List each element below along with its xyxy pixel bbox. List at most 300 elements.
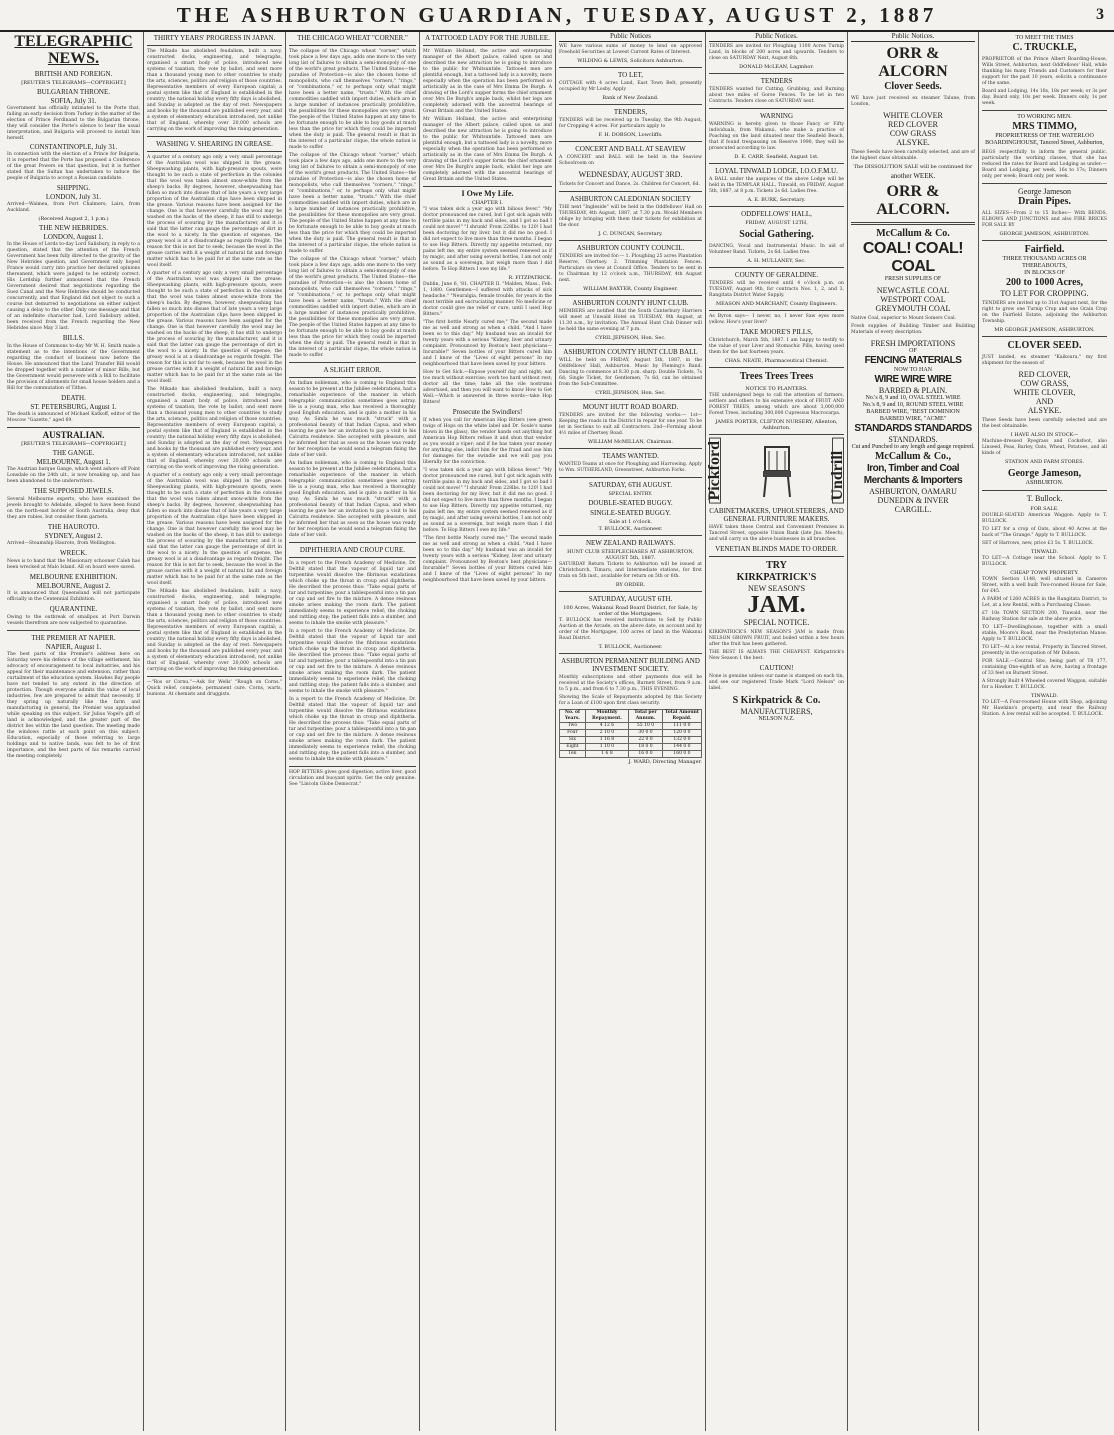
notice-signature: CYRIL JEPHSON, Hon. Sec. bbox=[595, 335, 666, 341]
notice-text: TENDERS are invited for the following works:— 1st—Keeping the roads in the District in repair for one year. To be let in Sections to suit all Contractors. 2nd—Forming about 4½ miles of Chertsey Road. bbox=[559, 413, 702, 436]
story-text: In connection with the election of a Prince for Bulgaria, it is reported that the Porte has proposed a Conference of the great Powers on that question, but it is further stated that the Sultan has undertaken to induce the people of Bulgaria to accept a Russian candidate. bbox=[7, 151, 140, 181]
notice-heading: ASHBURTON CALEDONIAN SOCIETY bbox=[569, 195, 692, 203]
dateline: SOFIA, July 31. bbox=[50, 96, 97, 105]
notice-text: COTTAGE with 4 acres Land, East Town Belt, presently occupied by Mr Losby. Apply bbox=[559, 81, 702, 92]
telegraphic-news-heading: TELEGRAPHIC NEWS. bbox=[14, 33, 133, 67]
notice-signature: A. E. BURK, Secretary. bbox=[747, 197, 806, 203]
location-label: DUNEDIN & INVER bbox=[877, 496, 949, 505]
notice-text: Monthly subscriptions and other payments due will be received at the Society's offices, Burnett Street, from 9 a.m. to 5 p.m., and from 6 to 7.30 p.m., THIS EVENING. bbox=[559, 675, 702, 692]
to-meet-the-times: TO MEET THE TIMES bbox=[1015, 35, 1074, 41]
kirkpatrick-name: KIRKPATRICK'S bbox=[736, 571, 817, 583]
story-text: Mr William Holland, the active and enterprising manager of the Albert palace, called upon us and described the new attraction he is going to introduce to the public for Whitsuntide. Tattooed men are plentiful enough, but a tattooed lady is a novelty, more especially when the operation has been performed so artistically as in the case of Mrs Emma De Burgh. A drawing of the Lord's supper forms the chief ornament over Mrs De Burgh's ample back, whilst her legs are completely adorned with the ancestral bearings of Great Britain and the United States. bbox=[423, 117, 552, 182]
truckle-name: C. TRUCKLE, bbox=[1012, 42, 1077, 53]
notice-text: WE have just received ex steamer Talune, from London, bbox=[851, 96, 975, 107]
table-header-cell: No. of Years. bbox=[560, 710, 586, 723]
notice-heading: NEW ZEALAND RAILWAYS. bbox=[585, 539, 676, 547]
notice-date: WEDNESDAY, AUGUST 3RD. bbox=[578, 170, 683, 179]
notice-heading: TENDERS, bbox=[613, 108, 648, 116]
australian-heading: AUSTRALIAN. bbox=[42, 429, 105, 440]
story-text: The collapse of the Chicago wheat "corner," which took place a few days ago, adds one more to the very long list of failures to obtain a semi-monopoly of one of the world's great products. The United States—the paradise of Protection—is also the chosen home of monopolists, who call themselves "corners," "rings," or "combinations," or, to perhaps only what might have been a better name, "trusts." With the chief commodities saddled with import duties, which are in a large number of instances practically prohibitive, the possibilities for these monopolies are very great. The people of the United States happen at any time to be fortunate enough to be able to buy goods at much less than the price for which they could be imported when the duty is paid. The general result is that in the interest of a particular clique, the whole nation is made to suffer. bbox=[289, 153, 416, 254]
notice-text: PROPRIETOR of the Prince Albert Boarding-House, Wills Street, Ashburton, next Oddfellows' Hall, while thanking his many Friends and Customers for their support for the past 10 years, solicits a continuance of the same. bbox=[982, 57, 1107, 86]
advert-extract: HOP BITTERS gives good digestion, active liver, good circulation and buoyant spirits. Get the only genuine. See "Lincoln Globe Democrat." bbox=[289, 770, 416, 787]
notice-text: HAVE taken those Central and Convenient Premises in Tancred Street, opposite Union Bank (late Jno. Meech), and will carry on the above businesses in all branches. bbox=[709, 524, 844, 542]
drain-pipes-title: Drain Pipes. bbox=[1018, 196, 1071, 207]
notice-text: TO LET—At a low rental, Property in Tancred Street, presently in the occupation of Mr Dobson. bbox=[982, 645, 1107, 656]
notice-heading: ASHBURTON COUNTY COUNCIL. bbox=[576, 244, 685, 252]
now-to-hand-label: NOW TO HAN bbox=[893, 367, 932, 373]
column-tattooed-lady bbox=[420, 32, 556, 1431]
table-cell: 111 0 0 bbox=[662, 723, 701, 730]
notice-text: TOWN Section 1148, well situated in Cameron Street, with a well built Two-roomed House for Sale, for £45. bbox=[982, 577, 1107, 594]
jameson-signature: George Jameson, bbox=[1007, 468, 1082, 479]
notice-signature: T. BULLOCK, Auctioneer. bbox=[598, 526, 663, 532]
table-cell: 30 0 0 bbox=[629, 730, 663, 737]
story-heading: SHIPPING. bbox=[56, 183, 91, 192]
notice-heading: VENETIAN BLINDS MADE TO ORDER. bbox=[715, 544, 838, 553]
table-cell: 18 0 0 bbox=[629, 744, 663, 751]
notice-text: THE undersigned begs to call the attention of farmers, settlers and others to his extensive stock of FRUIT AND FOREST TREES, among which are about 3,000,000 Forest Trees, including 300,000 Cupressus Macrocarpa. bbox=[709, 393, 844, 416]
notice-text: Sale at 1 o'clock. bbox=[608, 519, 653, 525]
repayment-table bbox=[559, 709, 702, 758]
advert-extract: —"Ros or Cornu."—Ask for Wells' "Rough on Corns." Quick relief, complete, permanent cure. Corns, warts, bunions. At chemists and druggists. bbox=[147, 680, 282, 697]
notice-text: The DISSOLUTION SALE will be continued for bbox=[853, 164, 973, 170]
table-cell: 22 0 0 bbox=[629, 737, 663, 744]
seed-item: RED CLOVER bbox=[888, 120, 938, 129]
story-heading: WASHING V. SHEARING IN GREASE. bbox=[156, 140, 273, 148]
masthead-title: THE ASHBURTON GUARDIAN, TUESDAY, AUGUST 2, 1887 bbox=[176, 2, 938, 27]
wire-item: No.'s 8, 9 and 10, OVAL STEEL WIRE bbox=[865, 395, 961, 401]
jameson-name: George Jameson bbox=[1018, 187, 1071, 196]
notice-signature: GEORGE JAMESON, ASHBURTON. bbox=[999, 231, 1090, 237]
table-row bbox=[560, 744, 702, 751]
table-cell: Six bbox=[560, 737, 586, 744]
fairfield-acres: THREE THOUSAND ACRES OR THEREABOUTS, bbox=[1002, 256, 1087, 269]
notice-text: SATURDAY Return Tickets to Ashburton will be issued at Christchurch, Timaru, and Intermediate stations, for first train on 5th inst., available for return on 5th or 6th. bbox=[559, 562, 702, 579]
notice-text: A FARM of 1260 ACRES in the Rangitata District, to Let, at a low Rental, with a Purchasing Clause. bbox=[982, 597, 1107, 608]
story-heading: I Owe My Life. bbox=[461, 189, 514, 198]
story-text: The Mikado has abolished feudalism, built a navy, constructed docks, engineering, and telegraphs, organised a smart body of police, introduced new systems of taxation, the vote by ballot, and sent more than a thousand young men to other countries to study the arts, sciences, politics and religion of those countries. Representative members of every European capital; a postal system like that of England is established in the country; the national holiday every fifty days is abolished, and Sunday is adopted as the day of rest. Newspapers and books by the thousand are published every year, and a system of elementary education introduced, not unlike that of England, whereby over 20,000 schools are carrying on the work of improving the rising generation. bbox=[147, 589, 282, 672]
notice-subheading: HUNT CLUB STEEPLECHASES AT ASHBURTON, AUGUST 5th, 1887. bbox=[567, 549, 694, 561]
table-cell: 1 16 8 bbox=[585, 737, 628, 744]
notice-text: A Strongly Built 4 Wheeled covered Waggon, suitable for a Hawker. T. BULLOCK. bbox=[982, 679, 1107, 690]
clover-list bbox=[982, 370, 1107, 415]
story-text: An Indian nobleman, who is coming to England this season to be present at the Jubilee celebrations, had a remarkable experience of the manner in which telegraphic communication sometimes goes astray. He is a young man, who has received a thoroughly good English education, and is quite a mother in his way. As Simla he was much "struck" with a professional beauty of that Indian Capua, and when leaving he gave her an invitation to pay a visit to his Calcutta residence. She accepted with pleasure, and he informed her that as soon as the house was ready for her reception he would send a telegram fixing the date of her visit. bbox=[289, 461, 416, 538]
notice-signature: CHAS. NEATE, Pharmaceutical Chemist. bbox=[724, 358, 829, 364]
merchants-importers-title: Merchants & Importers bbox=[863, 475, 963, 486]
clover-seed-title: CLOVER SEED. bbox=[1007, 340, 1082, 351]
story-heading: Prosecute the Swindlers! bbox=[452, 408, 523, 416]
story-text: The death is announced of Michael Katkoff, editor of the Moscow "Gazette," aged 69. bbox=[7, 411, 140, 423]
table-cell: 160 0 0 bbox=[662, 751, 701, 758]
notice-text: WANTED Teams at once for Ploughing and Harrowing. Apply to Wm. SUTHERLAND, Greenstreet, Ashburton Forks. bbox=[559, 462, 702, 473]
notice-signature: WILLIAM McMILLAN, Chairman. bbox=[587, 439, 674, 445]
standards-text: Cut and Punched to any length and gauge required. bbox=[851, 444, 975, 450]
location-label: NELSON N.Z. bbox=[758, 715, 795, 722]
story-heading: BILLS. bbox=[62, 333, 85, 342]
standards-label: STANDARDS. bbox=[888, 435, 938, 444]
clover-item: ALSYKE. bbox=[1027, 406, 1062, 415]
table-cell: Four bbox=[560, 730, 586, 737]
notice-heading: WARNING bbox=[759, 112, 794, 120]
story-heading: DEATH. bbox=[61, 393, 86, 402]
column-public-notices-1 bbox=[556, 32, 706, 1431]
location-label: CARGILL. bbox=[894, 505, 932, 514]
fairfield-let: TO LET FOR CROPPING. bbox=[1000, 289, 1089, 298]
notice-date: FRIDAY, AUGUST 12TH, bbox=[745, 220, 808, 226]
story-heading: THE GANGE. bbox=[52, 449, 95, 458]
table-cell: 1 6 8 bbox=[585, 751, 628, 758]
story-heading: THIRTY YEARS' PROGRESS IN JAPAN. bbox=[153, 34, 276, 42]
kirkpatrick-ad bbox=[709, 560, 844, 627]
story-heading: THE SUPPOSED JEWELS. bbox=[33, 487, 114, 496]
column-telegraphic-news bbox=[4, 32, 144, 1431]
notice-text: Machine-dressed Ryegrass and Cocksfoot, also Linseed, Peas, Barley, Oats, Wheat, Potatoes, and all kinds of bbox=[982, 439, 1107, 456]
notice-signature: WILDING & LEWIS, Solicitors Ashburton. bbox=[577, 58, 684, 64]
notice-text: THE next "Ingleside" will be held in the Oddfellows' Hall on THURSDAY, 4th August, 1887, at 7.30 p.m. Would Members oblige by bringing with them their tickets for exhibition at the door. bbox=[559, 205, 702, 228]
table-cell: 1 10 0 bbox=[585, 744, 628, 751]
notice-signature: Bank of New Zealand. bbox=[602, 95, 659, 101]
table-row bbox=[560, 723, 702, 730]
notice-subheading: NOTICE TO PLANTERS. bbox=[745, 386, 808, 392]
story-heading: A TATTOOED LADY FOR THE JUBILEE. bbox=[425, 34, 550, 42]
column-truckle-jameson-bullock bbox=[979, 32, 1110, 1431]
notice-text: MEMBERS are notified that the South Canterbury Harriers will meet at Unwald Hotel on TUESDAY, 9th August, at 11.30 a.m., by invitation. The Annual Hunt Club Dinner will be held the same evening at 7 p.m. bbox=[559, 309, 702, 332]
coal-item: WESTPORT COAL bbox=[880, 295, 946, 304]
notice-text: TO LET—A Four-roomed House with Shop, adjoining Mr Hawkins's property, and near the Railway Station. A low rental will be accepted. T. BULLOCK. bbox=[982, 700, 1107, 717]
notice-signature: MEASON AND MARCHANT, County Engineers. bbox=[716, 301, 837, 307]
story-text: Arrived—Waimea, from Port Chalmers; Lairs, from Auckland. bbox=[7, 201, 140, 213]
coal-item: GREYMOUTH COAL bbox=[875, 304, 951, 313]
notice-subheading: SPECIAL ENTRY. bbox=[608, 491, 653, 497]
fairfield-blocks: IN BLOCKS OF bbox=[1024, 270, 1065, 276]
notice-text: TENDERS will be received up to Tuesday, the 9th August, for Cropping 4 acres. For particulars apply to bbox=[559, 118, 702, 129]
story-heading: THE PREMIER AT NAPIER. bbox=[31, 634, 116, 643]
jameson-location: ASHBURTON. bbox=[1025, 480, 1064, 486]
story-heading: QUARANTINE. bbox=[49, 605, 98, 614]
new-season-label: NEW SEASON'S bbox=[747, 583, 806, 593]
table-cell: 55 10 0 bbox=[629, 723, 663, 730]
notice-text: TENDERS are invited for Ploughing 1100 Acres Turnip Land, in blocks of 200 acres and upwards. Tenders to close on SATURDAY Next, August 6th. bbox=[709, 44, 844, 61]
notice-text: THE BEST IS ALWAYS THE CHEAPEST. Kirkpatrick's New Season 1 the best. bbox=[709, 649, 844, 661]
coal-list bbox=[851, 286, 975, 313]
column-chicago bbox=[286, 32, 420, 1431]
notice-heading: TENDERS bbox=[760, 77, 793, 85]
notice-text: Showing the Scale of Repayments adopted by this Society for a Loan of £100 upon first class security. bbox=[559, 695, 702, 706]
notice-heading: CONCERT AND BALL AT SEAVIEW bbox=[575, 145, 686, 153]
seed-item: WHITE CLOVER bbox=[883, 111, 943, 120]
copyright-note: [REUTER'S TELEGRAMS—COPYRIGHT.] bbox=[21, 79, 126, 86]
try-label: TRY bbox=[766, 559, 787, 571]
notice-signature: F. H. DOBSON, Lowcliffs. bbox=[598, 132, 663, 138]
fresh-supplies-label: FRESH SUPPLIES OF bbox=[884, 276, 942, 282]
fencing-materials-title: FENCING MATERIALS bbox=[864, 355, 962, 366]
table-row bbox=[560, 751, 702, 758]
notice-heading: FOR SALE. bbox=[1030, 506, 1059, 512]
column-heading: Public Notices. bbox=[851, 32, 975, 42]
notice-text: JUST landed, ex steamer "Kaikoura," my first shipment for the season of bbox=[982, 355, 1107, 366]
page-number: 3 bbox=[1096, 6, 1104, 23]
story-heading: THE HAUROTO. bbox=[47, 523, 100, 532]
story-text: The collapse of the Chicago wheat "corner," which took place a few days ago, adds one more to the very long list of failures to obtain a semi-monopoly of one of the world's great products. The United States—the paradise of Protection—is also the chosen home of monopolists, who call themselves "corners," "rings," or "combinations," or, to perhaps only what might have been a better name, "trusts." With the chief commodities saddled with import duties, which are in a large number of instances practically prohibitive, the possibilities for these monopolies are very great. The people of the United States happen at any time to be fortunate enough to be able to buy goods at much less than the price for which they could be imported when the duty is paid. The general result is that in the interest of a particular clique, the whole nation is made to suffer. bbox=[289, 257, 416, 358]
notice-text: TO LET—A Cottage near the School. Apply to T. BULLOCK. bbox=[982, 556, 1107, 567]
notice-text: None is genuine unless our name is stamped on each tin, and see our registered Trade Mark "Lord Nelson" on label. bbox=[709, 673, 844, 691]
fresh-importations-title: FRESH IMPORTATIONS bbox=[870, 339, 956, 348]
notice-heading: ASHBURTON COUNTY HUNT CLUB. bbox=[572, 299, 689, 307]
story-text: A quarter of a century ago only a very small percentage of the Australian wool was shipped in the grease. Sheepwashing plants, with high-pressure spouts, were thought to be such a state of perfection in the colonies that the wool was taken almost snow-white from the sheep's backs. By degrees, however, sheepwashing has fallen so much into disuse that of late years a very large proportion of the Australian clips have been shipped in the grease. Various reasons have been assigned for the change. One is that however carefully the wool may be washed on the backs of the sheep, it has still to undergo the process of scouring by the manufacturer, and it is said that the latter can gauge the percentage of dirt in the wool to a nicety. In the question of expense, the greasy wool is at a disadvantage as regards freight. The reason for this is not far to seek, because the wool in the grease carries with it a weight of natural fat and foreign matter which has to be paid for at the same rate as the wool itself. bbox=[147, 271, 282, 384]
chair-icon bbox=[724, 438, 829, 504]
story-text: The Austrian barque Gange, which went ashore off Point Lonsdale on the 24th ult., is now breaking up, and has been abandoned to the underwriters. bbox=[7, 467, 140, 485]
story-heading: THE NEW HEBRIDES. bbox=[39, 223, 108, 232]
notice-text: TO LET—Dwellinghouse, together with a small stable, Moore's Road, near the Presbyterian Manse. Apply to T. BULLOCK. bbox=[982, 625, 1107, 642]
mccallum-title: McCallum & Co. bbox=[876, 228, 950, 239]
story-text: In the House of Lords to-day Lord Salisbury, in reply to a question, stated that the attention of the French Government has been fully directed to the gravity of the New Hebrides question, and Government only hoped France would carry into practice her declared opinions thereanent, which were judged to be entirely correct. His Lordship further announced that the French Government desired that negotiations regarding the Suez Canal and the New Hebrides should be conducted concurrently, and that England did not object to such a course but demurred to negotiations on either subject causing a delay to the other. Only one message and that of an indefinite character had, Lord Salisbury added, been received from the French regarding the New Hebrides since May 3 last. bbox=[7, 241, 140, 331]
notice-heading: ASHBURTON PERMANENT BUILDING AND INVESTMENT SOCIETY. bbox=[561, 657, 700, 673]
clover-seeds-title: Clover Seeds. bbox=[884, 81, 942, 92]
story-text: Owing to the outbreak of smallpox at Port Darwin vessels therefrom are now subjected to quarantine. bbox=[7, 615, 140, 627]
notice-heading: ODDFELLOWS' HALL, bbox=[741, 210, 812, 218]
table-cell: Eight bbox=[560, 744, 586, 751]
story-text: The Mikado has abolished feudalism, built a navy, constructed docks, engineering, and telegraphs, organised a smart body of police, introduced new systems of taxation, the vote by ballot, and sent more than a thousand young men to other countries to study the arts, sciences, politics and religion of those countries. Representative members of every European capital; a postal system like that of England is established in the country; the national holiday every fifty days is abolished, and Sunday is adopted as the day of rest. Newspapers and books by the thousand are published every year, and a system of elementary education introduced, not unlike that of England, whereby over 20,000 schools are carrying on the work of improving the rising generation. bbox=[147, 387, 282, 470]
social-gathering-title: Social Gathering. bbox=[739, 229, 814, 240]
table-header-cell: Monthly Repayment. bbox=[585, 710, 628, 723]
location-label: ASHBURTON, OAMARU bbox=[869, 487, 957, 496]
kirkpatrick-company: S Kirkpatrick & Co. bbox=[732, 694, 821, 706]
notice-signature: D. E. CARR. Seafield, August 1st. bbox=[734, 154, 819, 160]
seed-item: ALSYKE. bbox=[896, 138, 930, 147]
notice-heading: SATURDAY, 6TH AUGUST. bbox=[588, 481, 673, 489]
notice-text: TENDERS are invited up to 31st August next, for the right to grow one Turnip Crop and one Grain Crop on the Fairfield Estate, adjoining the Ashburton Township. bbox=[982, 301, 1107, 324]
jam-title: JAM. bbox=[747, 591, 806, 618]
mrs-timmo-name: MRS TIMMO, bbox=[1012, 121, 1077, 132]
story-text: "I was taken sick a year ago with bilious fever." "My doctor pronounced me cured, but I got sick again with terrible pains in my back and sides, and I got so bad I could not move!" "I shrunk! From 228lbs. to 120! I had been doctoring for my liver, but it did me no good. I did not expect to live more than three months. I began to use Hop Bitters. Directly my appetite returned, my pains left me, my entire system seemed renewed as if by magic, and after using several bottles, I am not only as sound as a sovereign, but weigh more than I did before. To Hop Bitters I owe my life." bbox=[423, 468, 552, 533]
table-cell: 144 0 0 bbox=[662, 744, 701, 751]
notice-signature: A. H. MULLANEY, Sec. bbox=[747, 258, 806, 264]
subheading: BRITISH AND FOREIGN. bbox=[34, 69, 113, 78]
notice-text: WILL be held on FRIDAY, August 5th, 1887, in the Oddfellows' Hall, Ashburton. Music by Fleming's Band. Dancing to commence at 8.30 p.m. sharp. Double Tickets, 7s 6d; Single Ticket, for Gentlemen, 7s 6d, can be obtained from the Sub-Committee. bbox=[559, 358, 702, 387]
notice-signature: WILLIAM BAXTER, County Engineer. bbox=[583, 286, 678, 292]
story-text: Mr William Holland, the active and enterprising manager of the Albert palace, called upon us and described the new attraction he is going to introduce to the public for Whitsuntide. Tattooed men are plentiful enough, but a tattooed lady is a novelty, more especially when the operation has been performed so artistically as in the case of Mrs Emma De Burgh. A drawing of the Lord's supper forms the chief ornament over Mrs De Burgh's ample back, whilst her legs are completely adorned with the ancestral bearings of Great Britain and the United States. bbox=[423, 49, 552, 114]
notice-heading: TO LET, bbox=[617, 71, 643, 79]
column-heading: Public Notices. bbox=[709, 32, 844, 42]
notice-text: £7 10s TOWN SECTION 200, Tinwald, near the Railway Station for sale at the above price. bbox=[982, 611, 1107, 622]
story-text: Dublin, June 6, '81. CHAPTER II. "Malden, Mass., Feb. 1, 1880. Gentlemen—I suffered with attacks of sick headache." "Neuralgia, female trouble, for years in the most terrible and excruciating manner. No medicine or doctor could give me relief or cure, until I used Hop Bitters." bbox=[423, 282, 552, 317]
table-cell: Two bbox=[560, 723, 586, 730]
notice-heading: LOYAL TINWALD LODGE, I.O.O.F.M.U. bbox=[715, 167, 838, 175]
columns bbox=[4, 32, 1110, 1431]
story-text: Arrived—Steamship Hauroto, from Wellington. bbox=[7, 541, 117, 547]
story-text: How to Get Sick.—Expose yourself day and night; eat too much without exercise; work too hard without rest; doctor all the time; take all the vile nostrums advertised, and then you will want to know How to Get Well.—Which is answered in three words—take Hop Bitters! bbox=[423, 370, 552, 405]
of-label: OF bbox=[909, 348, 917, 354]
notice-signature: BY ORDER. bbox=[615, 582, 646, 588]
notice-text: ALL SIZES—From 2 to 15 Inches— With BENDS, ELBOWS AND JUNCTIONS and also FIRE BRICKS FOR SALE BY bbox=[982, 211, 1107, 228]
notice-signature: CYRIL JEPHSON, Hon. Sec. bbox=[595, 390, 666, 396]
notice-heading: TINWALD. bbox=[1031, 549, 1058, 555]
notice-text: Fresh supplies of Building Timber and Building Materials of every description. bbox=[851, 324, 975, 335]
notice-text: SET of Harrows, new, price £3 5s. T. BULLOCK. bbox=[982, 541, 1094, 546]
dateline: MELBOURNE, August 1. bbox=[36, 458, 111, 467]
fairfield-title: Fairfield. bbox=[1024, 244, 1065, 255]
story-text: "I was taken sick a year ago with bilious fever." "My doctor pronounced me cured, but I got sick again with terrible pains in my back and sides, and I got so bad I could not move!" "I shrunk! From 228lbs. to 120! I had been doctoring for my liver, but it did me no good. I did not expect to live more than three months. I began to use Hop Bitters. Directly my appetite returned, my pains left me, my entire system seemed renewed as if by magic, and after using several bottles, I am not only as sound as a sovereign, but weigh more than I did before. To Hop Bitters I owe my life." bbox=[423, 207, 552, 272]
notice-text: TENDERS wanted for Cutting, Grubbing, and Burning about two miles of Gorse Fences. To be let in two Contracts. Tenders close on SATURDAY next. bbox=[709, 87, 844, 104]
table-cell: 4 12 6 bbox=[585, 723, 628, 730]
story-heading: BULGARIAN THRONE. bbox=[37, 87, 110, 96]
undrill-name: Undrill bbox=[832, 438, 844, 504]
wire-item: No.'s 8, 9 and 10, ROUND STEEL WIRE bbox=[862, 402, 964, 408]
story-text: It is announced that Queensland will not participate officially in the Centennial Exhibition. bbox=[7, 591, 140, 603]
notice-text: These Seeds have been carefully selected, and are of the highest class obtainable. bbox=[851, 150, 975, 161]
notice-signature: JAMES PORTER, CLIFTON NURSERY, Allenton, Ashburton. bbox=[715, 419, 838, 431]
dateline: LONDON, August 1. bbox=[43, 232, 104, 241]
copyright-note: [REUTER'S TELEGRAMS—COPYRIGHT.] bbox=[21, 441, 126, 448]
notice-text: TENDERS are invited for:— 1. Ploughing 25 acres Plantation Reserve, Chertsey. 2. Trimming Plantation Fences. Particulars on view at Council Office. Tenders to be sent in to Chairman by 12 o'clock a.m., THURSDAY, 4th August next. bbox=[559, 254, 702, 283]
dateline: ST. PETERSBURG, August 1. bbox=[30, 402, 117, 411]
notice-text: I HAVE ALSO IN STOCK— bbox=[1010, 432, 1079, 438]
notice-text: DOUBLE-SEATED American Waggon. Apply to T. BULLOCK. bbox=[982, 513, 1107, 524]
notice-text: FOR SALE.—Central Site, being part of T8 177, containing One-eighth of an Acre, having a frontage of 33 feet on Burnett Street. bbox=[982, 659, 1107, 676]
seed-list bbox=[851, 111, 975, 147]
waterloo-label: PROPRIETRESS OF THE WATERLOO BOARDINGHOUSE, Tancred Street, Ashburton, bbox=[985, 133, 1104, 146]
signature: R. FITZPATRICK. bbox=[508, 275, 552, 281]
notice-heading: TEAMS WANTED. bbox=[602, 452, 659, 460]
story-text: If when you call for American Hop Bitters (see green twigs of Hops on the white label and Dr. Soule's name blown in the glass), the vendor hands out anything but American Hop Bitters refuse it and shun that vendor as you would a viper; and if he has taken your money for anything else, indict him for the fraud and sue him for damages for the swindle and we will pay you liberally for the conviction. bbox=[423, 418, 552, 465]
notice-subheading: 100 Acres, Wakanui Road Board District, for Sale, by order of the Mortgagees. bbox=[563, 605, 698, 617]
notice-text: another WEEK. bbox=[890, 172, 936, 180]
table-header-cell: Total Amount Repaid. bbox=[662, 710, 701, 723]
notice-heading: TAKE MOORE'S PILLS, bbox=[740, 328, 813, 336]
notice-text: As Byron says— I never, no, I never Saw eyes more yellow, How's your liver? bbox=[709, 314, 844, 325]
coal-title: COAL! COAL! COAL bbox=[862, 240, 964, 275]
notice-text: WARNING is hereby given to those Fancy or Fifty individuals, from Wakanui, who make a practice of Poaching on the land situated near the Seafield Beach, that if found trespassing on Reserve 1990, they will be prosecuted according to law. bbox=[709, 122, 844, 151]
story-heading: DIPHTHERIA AND CROUP CURE. bbox=[299, 546, 406, 554]
story-text: A quarter of a century ago only a very small percentage of the Australian wool was shipped in the grease. Sheepwashing plants, with high-pressure spouts, were thought to be such a state of perfection in the colonies that the wool was taken almost snow-white from the sheep's backs. By degrees, however, sheepwashing has fallen so much into disuse that of late years a very large proportion of the Australian clips have been shipped in the grease. Various reasons have been assigned for the change. One is that however carefully the wool may be washed on the backs of the sheep, it has still to undergo the process of scouring by the manufacturer, and it is said that the latter can gauge the percentage of dirt in the wool to a nicety. In the question of expense, the greasy wool is at a disadvantage as regards freight. The reason for this is not far to seek, because the wool in the grease carries with it a weight of natural fat and foreign matter which has to be paid for at the same rate as the wool itself. bbox=[147, 155, 282, 268]
clover-item: COW GRASS, bbox=[1020, 379, 1069, 388]
pickford-name: Pickford bbox=[709, 438, 721, 504]
notice-heading: TINWALD. bbox=[1031, 693, 1058, 699]
table-header-cell: Total per Annum. bbox=[629, 710, 663, 723]
dateline: NAPIER, August 1. bbox=[45, 643, 102, 652]
notice-heading: COUNTY OF GERALDINE. bbox=[734, 271, 819, 279]
notice-text: T. BULLOCK has received instructions to Sell by Public Auction at the Arcade, on the above date, on account and by order of the Mortgagee, 100 acres of land in the Wakanui Road District. bbox=[559, 618, 702, 641]
seed-item: COW GRASS bbox=[889, 129, 937, 138]
story-text: Government has officially intimated to the Porte that, failing an early decision from Turkey in the matter of the election of Prince Ferdinand to the Bulgarian throne, they will consider the Porte's silence to bear the usual interpretation, and Bulgaria will proceed to install him herself. bbox=[7, 105, 140, 141]
wire-item: BARBED WIRE, "ACME" bbox=[879, 416, 947, 422]
wire-item: BARBED WIRE, "BEST DOMINION bbox=[866, 409, 960, 415]
notice-text: BEGS respectfully to inform the general public, particularly the working classes, that she has reduced the rates for Board and Lodging as under:— Board and Lodging, per week, 16s to 17s; Dinners only, per week; Board only, per week. bbox=[982, 150, 1107, 179]
standards-title: STANDARDS STANDARDS bbox=[854, 423, 972, 434]
table-cell: 120 0 0 bbox=[662, 730, 701, 737]
orr-alcorn-title: ORR & ALCORN bbox=[878, 45, 948, 80]
notice-text: A BALL under the auspices of the above Lodge will be held in the TEMPLAR HALL, Tinwald, on FRIDAY, August 5th, 1887, at 8 p.m. Tickets 2s 6d. Ladies free. bbox=[709, 177, 844, 194]
story-text: In a report to the French Academy of Medicine, Dr. Delthil stated that the vapour of liquid tar and turpentine would dissolve the fibrinous exudations which choke up the throat in croup and diphtheria. He described the process thus: "Take equal parts of tar and turpentine; pour a tablespoonful into a tin pan or cup and set fire to the mixture. A dense resinous smoke arises making the room dark. The patient immediately seems to experience relief; the choking and rattling stop; the patient falls into a slumber, and seems to inhale the smoke with pleasure." bbox=[289, 561, 416, 626]
table-cell: 132 0 0 bbox=[662, 737, 701, 744]
caution-heading: CAUTION! bbox=[759, 663, 794, 672]
story-heading: THE CHICAGO WHEAT "CORNER." bbox=[297, 34, 408, 42]
dateline: CONSTANTINOPLE, July 31. bbox=[29, 142, 118, 151]
story-text: The Mikado has abolished feudalism, built a navy, constructed docks, engineering, and telegraphs, organised a smart body of police, introduced new systems of taxation, the vote by ballot, and sent more than a thousand young men to other countries to study the arts, sciences, politics and religion of those countries. Representative members of every European capital; a postal system like that of England is established in the country; the national holiday every fifty days is abolished, and Sunday is adopted as the day of rest. Newspapers and books by the thousand are published every year, and a system of elementary education introduced, not unlike that of England, whereby over 20,000 schools are carrying on the work of improving the rising generation. bbox=[147, 49, 282, 132]
chapter-label: CHAPTER I. bbox=[471, 200, 504, 206]
notice-text: A CONCERT and BALL will be held in the Seaview Schoolroom on bbox=[559, 155, 702, 166]
received-note: (Received August 2, 1 p.m.) bbox=[38, 215, 109, 222]
dateline: SYDNEY, August 2. bbox=[44, 532, 103, 541]
dateline: MELBOURNE, August 2. bbox=[36, 582, 111, 591]
table-row bbox=[560, 730, 702, 737]
column-heading: Public Notices bbox=[559, 32, 702, 42]
story-text: The collapse of the Chicago wheat "corner," which took place a few days ago, adds one more to the very long list of failures to obtain a semi-monopoly of one of the world's great products. The United States—the paradise of Protection—is also the chosen home of monopolists, who call themselves "corners," "rings," or "combinations," or, to perhaps only what might have been a better name, "trusts." With the chief commodities saddled with import duties, which are in a large number of instances practically prohibitive, the possibilities for these monopolies are very great. The people of the United States happen at any time to be fortunate enough to be able to buy goods at much less than the price for which they could be imported when the duty is paid. The general result is that in the interest of a particular clique, the whole nation is made to suffer. bbox=[289, 49, 416, 150]
notice-text: Tickets for Concert and Dance, 2s. Children for Concert, 6d. bbox=[559, 182, 700, 187]
story-heading: WRECK. bbox=[59, 549, 88, 558]
table-cell: Ten bbox=[560, 751, 586, 758]
notice-text: Native Coal, superior to Mount Somers Coal. bbox=[851, 316, 957, 321]
story-heading: MELBOURNE EXHIBITION. bbox=[29, 573, 118, 582]
notice-text: STATION AND FARM STORES. bbox=[1004, 459, 1084, 465]
to-working-men: TO WORKING MEN. bbox=[1017, 114, 1072, 120]
notice-signature: J. C. DUNCAN, Secretary. bbox=[598, 231, 663, 237]
clover-item: WHITE CLOVER, bbox=[1013, 388, 1076, 397]
story-text: Several Melbourne experts, who have examined the jewels brought to Adelaide, alleged to have been found on the north-east border of South Australia, deny that they are rubies, but consider them garnets. bbox=[7, 497, 140, 521]
column-japan bbox=[144, 32, 286, 1431]
table-row bbox=[560, 737, 702, 744]
masthead bbox=[0, 0, 1114, 32]
notice-text: KIRKPATRICK'S NEW SEASON'S JAM is made from NELSON GROWN FRUIT, and boiled within a few hours after the fruit has been gathered. bbox=[709, 629, 844, 647]
notice-text: Christchurch, March 5th, 1887. I am happy to testify to the value of your Liver and Stomachic Pills, having used them for the last fourteen years. bbox=[709, 338, 844, 355]
pickford-undrill-ad bbox=[706, 438, 846, 504]
story-text: In the House of Commons to-day Mr W. H. Smith made a statement as to the intentions of the Government regarding the conduct of business now before the House. He announced that the Land Transfer Bill would be dropped together with a number of minor Bills, but the Government would persevere with a Bill to facilitate the provision of allotments for small house holders and a Bill for the commutation of Tithes. bbox=[7, 343, 140, 391]
story-text: In a report to the French Academy of Medicine, Dr. Delthil stated that the vapour of liquid tar and turpentine would dissolve the fibrinous exudations which choke up the throat in croup and diphtheria. He described the process thus: "Take equal parts of tar and turpentine; pour a tablespoonful into a tin pan or cup and set fire to the mixture. A dense resinous smoke arises making the room dark. The patient immediately seems to experience relief; the choking and rattling stop; the patient falls into a slumber, and seems to inhale the smoke with pleasure." bbox=[289, 629, 416, 694]
story-text: "The first bottle Nearly cured me;" The second made me as well and strong as when a child. "And I have been so to this day." My husband was an invalid for twenty years with a serious "Kidney, liver and urinary complaint. Pronounced by Boston's best physicians—Incurable!" Seven bottles of your Bitters cured him and I know of the "Lives of eight persons" In my neighbourhood that have been saved by your bitters. bbox=[423, 320, 552, 367]
notice-text: TENDERS will be received until 4 o'clock p.m. on TUESDAY, August 9th, for contracts Nos. 1, 2, and 3, Rangitata District Water Supply. bbox=[709, 281, 844, 298]
clover-item: RED CLOVER, bbox=[1018, 370, 1071, 379]
orr-alcorn-signature: ORR & ALCORN. bbox=[876, 183, 950, 218]
notice-heading: CHEAP TOWN PROPERTY. bbox=[1010, 570, 1079, 576]
mccallum-company: McCallum & Co., bbox=[874, 451, 952, 462]
notice-heading: CABINETMAKERS, UPHOLSTERERS, AND GENERAL FURNITURE MAKERS. bbox=[709, 506, 844, 523]
notice-item: SINGLE-SEATED BUGGY. bbox=[590, 509, 671, 517]
table-cell: 16 0 0 bbox=[629, 751, 663, 758]
notice-signature: DONALD McLEAN, Lagmhor. bbox=[739, 64, 814, 70]
story-text: A quarter of a century ago only a very small percentage of the Australian wool was shipped in the grease. Sheepwashing plants, with high-pressure spouts, were thought to be such a state of perfection in the colonies that the wool was taken almost snow-white from the sheep's backs. By degrees, however, sheepwashing has fallen so much into disuse that of late years a very large proportion of the Australian clips have been shipped in the grease. Various reasons have been assigned for the change. One is that however carefully the wool may be washed on the backs of the sheep, it has still to undergo the process of scouring by the manufacturer, and it is said that the latter can gauge the percentage of dirt in the wool to a nicety. In the question of expense, the greasy wool is at a disadvantage as regards freight. The reason for this is not far to seek, because the wool in the grease carries with it a weight of natural fat and foreign matter which has to be paid for at the same rate as the wool itself. bbox=[147, 473, 282, 586]
table-cell: 2 10 0 bbox=[585, 730, 628, 737]
notice-heading: MOUNT HUTT ROAD BOARD. bbox=[582, 403, 679, 411]
notice-text: These Seeds have been carefully selected and are the best obtainable. bbox=[982, 418, 1107, 429]
story-heading: A SLIGHT ERROR. bbox=[323, 366, 382, 374]
story-text: An Indian nobleman, who is coming to England this season to be present at the Jubilee celebrations, had a remarkable experience of the manner in which telegraphic communication sometimes goes astray. He is a young man, who has received a thoroughly good English education, and is quite a mother in his way. As Simla he was much "struck" with a professional beauty of that Indian Capua, and when leaving he gave her an invitation to pay a visit to his Calcutta residence. She accepted with pleasure, and he informed her that as soon as the house was ready for her reception he would send a telegram fixing the date of her visit. bbox=[289, 381, 416, 458]
iron-timber-coal-title: Iron, Timber and Coal bbox=[866, 463, 960, 474]
column-public-notices-2 bbox=[706, 32, 848, 1431]
dateline: LONDON, July 31. bbox=[45, 192, 102, 201]
notice-signature: T. BULLOCK, Auctioneer. bbox=[598, 644, 663, 650]
story-text: "The first bottle Nearly cured me;" The second made me as well and strong as when a child. "And I have been so to this day." My husband was an invalid for twenty years with a serious "Kidney, liver and urinary complaint. Pronounced by Boston's best physicians—Incurable!" Seven bottles of your Bitters cured him and I know of the "Lives of eight persons" In my neighbourhood that have been saved by your bitters. bbox=[423, 536, 552, 583]
notice-signature: MR GEORGE JAMESON, ASHBURTON. bbox=[994, 327, 1095, 333]
story-text: News is to hand that the Missionary schooner Caleb has been wrecked at Malo Island. All on board were saved. bbox=[7, 559, 140, 571]
barbed-plain-label: BARBED & PLAIN. bbox=[878, 386, 948, 395]
trees-title: Trees Trees Trees bbox=[739, 371, 814, 382]
coal-item: NEWCASTLE COAL bbox=[876, 286, 950, 295]
notice-signature: J. WARD, Directing Manager. bbox=[628, 759, 702, 765]
clover-item: AND bbox=[1035, 397, 1054, 406]
manufacturers-label: MANUFACTURERS, bbox=[740, 706, 813, 716]
fairfield-range: 200 to 1000 Acres, bbox=[1005, 277, 1084, 288]
notice-text: DANCING, Vocal and Instrumental Music. In aid of Volunteer Band. Tickets, 2s 6d. Ladies free. bbox=[709, 244, 844, 255]
story-text: In a report to the French Academy of Medicine, Dr. Delthil stated that the vapour of liquid tar and turpentine would dissolve the fibrinous exudations which choke up the throat in croup and diphtheria. He described the process thus: "Take equal parts of tar and turpentine; pour a tablespoonful into a tin pan or cup and set fire to the mixture. A dense resinous smoke arises making the room dark. The patient immediately seems to experience relief; the choking and rattling stop; the patient falls into a slumber, and seems to inhale the smoke with pleasure." bbox=[289, 697, 416, 762]
bullock-title: T. Bullock. bbox=[1026, 494, 1063, 503]
notice-text: WE have various sums of money to lend on approved Freehold Securities at Lowest Current Rates of Interest. bbox=[559, 44, 702, 55]
special-notice-label: SPECIAL NOTICE. bbox=[743, 617, 810, 627]
story-text: The best parts of the Premier's address here on Saturday were his defence of the village settlement, his advocacy of encouragement to local industries, and his appeal for their maintenance and extension, rather than curtailment of the education system. Hawkes Bay people have not tended to any extent in the direction of protection. Though everyone admits the value of local industries, few are prepared to admit that necessity. If they spring up naturally like the farm and manufacturing in general, the Premier was applauded while speaking on this subject. Sir Julius Vogel's gift of land is acknowledged, and the greater part of the district lies within the land question. The meeting made the windows rattle at each point on this subject. Education, especially of those referring to large holdings and to native lands, was felt to be of first importance, and the best parts of his remarks carried the meeting completely. bbox=[7, 652, 140, 760]
wire-title: WIRE WIRE WIRE bbox=[874, 374, 952, 385]
notice-text: Board and Lodging, 14s 18s, 18s per week; or 3s per day. Board only, 10s per week. Dinners only, 1s per week. bbox=[982, 89, 1107, 106]
notice-heading: SATURDAY, AUGUST 6TH. bbox=[588, 595, 673, 603]
column-orr-alcorn-mccallum bbox=[848, 32, 979, 1431]
